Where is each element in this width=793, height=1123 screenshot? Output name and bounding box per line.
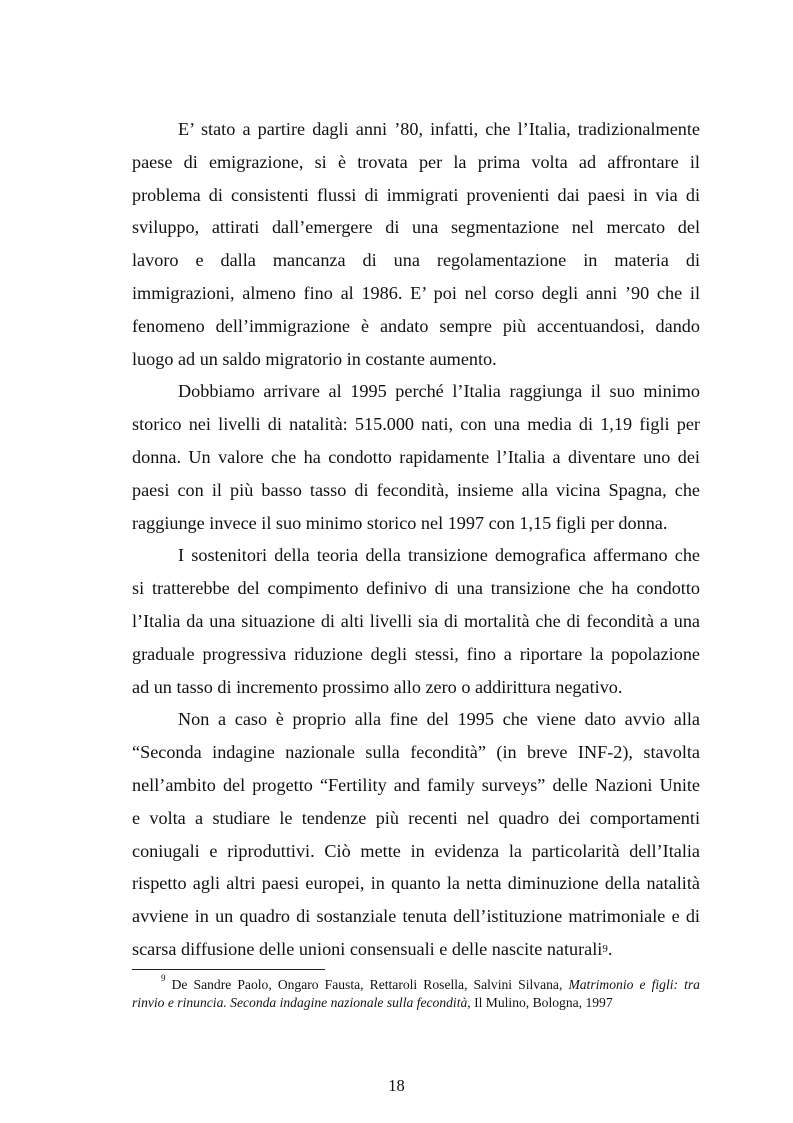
text-line: nell’ambito del progetto “Fertility and family surveys” delle Nazioni Unite — [132, 774, 700, 795]
text-line: l’Italia da una situazione di alti livelli sia di mortalità che di fecondità a una — [132, 610, 700, 631]
text-line: immigrazioni, almeno fino al 1986. E’ poi nel corso degli anni ’90 che il — [132, 282, 700, 303]
text-line: Non a caso è proprio alla fine del 1995 che viene dato avvio alla — [178, 709, 700, 730]
footnote-authors: De Sandre Paolo, Ongaro Fausta, Rettaroli Rosella, Salvini Silvana, — [171, 977, 563, 992]
text-line: sviluppo, attirati dall’emergere di una segmentazione nel mercato del — [132, 217, 700, 238]
text-line: E’ stato a partire dagli anni ’80, infatti, che l’Italia, tradizionalmente — [178, 119, 700, 139]
text-line: si tratterebbe del compimento definivo di una transizione che ha condotto — [132, 578, 700, 599]
paragraph-2 — [132, 375, 700, 539]
text-line: avviene in un quadro di sostanziale tenuta dell’istituzione matrimoniale e di — [132, 906, 700, 927]
paragraph-3 — [132, 539, 700, 703]
text-line: rispetto agli altri paesi europei, in quanto la netta diminuzione della natalità — [132, 873, 700, 894]
paragraph-1 — [132, 113, 700, 375]
page-number: 18 — [388, 1076, 405, 1095]
text-line: raggiunge invece il suo minimo storico nel 1997 con 1,15 figli per donna. — [132, 512, 668, 533]
footnote-reference[interactable]: 9 — [602, 942, 608, 955]
text-line — [132, 933, 700, 966]
text-line: coniugali e riproduttivi. Ciò mette in evidenza la particolarità dell’Italia — [132, 840, 700, 861]
footnote-line — [132, 973, 700, 994]
footnote-line — [132, 994, 700, 1012]
text-line: paese di emigrazione, si è trovata per la prima volta ad affrontare il — [132, 151, 700, 172]
sentence-end: . — [607, 938, 613, 959]
text-line: luogo ad un saldo migratorio in costante aumento. — [132, 348, 497, 369]
text-line: Dobbiamo arrivare al 1995 perché l’Italia raggiunga il suo minimo — [178, 381, 700, 402]
footnote-marker: 9 — [161, 973, 166, 984]
footnote — [132, 973, 700, 1012]
text-line-content: scarsa diffusione delle unioni consensuali e delle nascite naturali — [132, 938, 603, 959]
text-line: fenomeno dell’immigrazione è andato sempre più accentuandosi, dando — [132, 315, 700, 336]
text-line: “Seconda indagine nazionale sulla fecondità” (in breve INF-2), stavolta — [132, 742, 700, 763]
footnote-separator — [132, 969, 325, 970]
text-line: e volta a studiare le tendenze più recenti nel quadro dei comportamenti — [132, 807, 700, 828]
text-line: problema di consistenti flussi di immigrati provenienti dai paesi in via di — [132, 184, 700, 205]
body-text — [132, 113, 700, 966]
text-line: ad un tasso di incremento prossimo allo zero o addirittura negativo. — [132, 676, 623, 697]
text-line: paesi con il più basso tasso di fecondità, insieme alla vicina Spagna, che — [132, 479, 700, 500]
footnote-publisher: , Il Mulino, Bologna, 1997 — [467, 995, 613, 1010]
text-line: graduale progressiva riduzione degli stessi, fino a riportare la popolazione — [132, 643, 700, 664]
text-line: lavoro e dalla mancanza di una regolamentazione in materia di — [132, 250, 700, 271]
text-line: donna. Un valore che ha condotto rapidamente l’Italia a diventare uno dei — [132, 446, 700, 467]
text-line: storico nei livelli di natalità: 515.000 nati, con una media di 1,19 figli per — [132, 414, 700, 435]
text-line: I sostenitori della teoria della transizione demografica affermano che — [178, 545, 700, 566]
footnote-title: Matrimonio e figli: tra — [568, 977, 700, 992]
paragraph-4 — [132, 703, 700, 965]
footnote-title-cont: rinvio e rinuncia. Seconda indagine nazionale sulla fecondità — [132, 995, 468, 1010]
